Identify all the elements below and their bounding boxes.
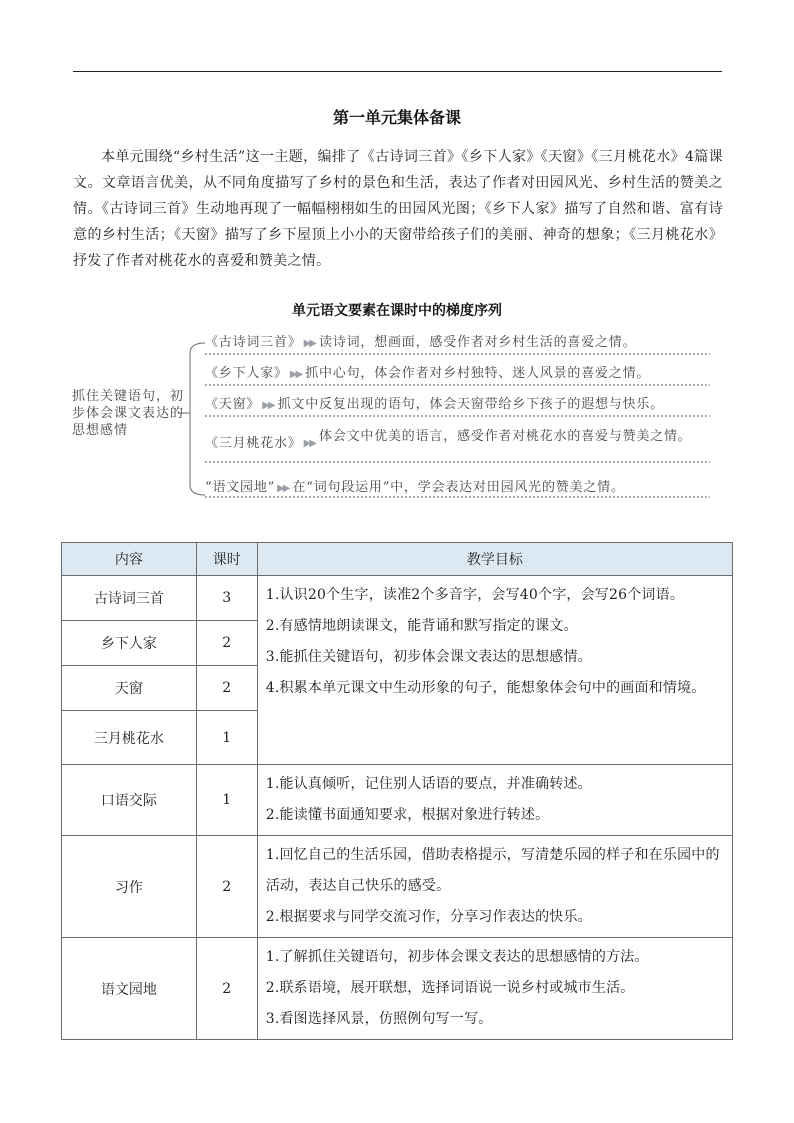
branch-book: 《三月桃花水》: [205, 436, 302, 451]
goal-item: 1.能认真倾听，记住别人话语的要点，并准确转述。: [265, 776, 592, 792]
diagram-title: 单元语文要素在课时中的梯度序列: [292, 303, 502, 319]
page-title: 第一单元集体备课: [332, 108, 461, 127]
intro-paragraph: 本单元围绕“乡村生活”这一主题，编排了《古诗词三首》《乡下人家》《天窗》《三月桃花水》4篇课文。文章语言优美，从不同角度描写了乡村的景色和生活，表达了作者对田园风光、乡村生活的赞美之情。《古诗词三首》生动地再现了一幅幅栩栩如生的田园风光图；《乡下人家》描写了自然和谐、富有诗意的乡村生活；《天窗》描写了乡下屋顶上小小的天窗带给孩子们的美丽、神奇的想象；《三月桃花水》抒发了作者对桃花水的喜爱和赞美之情。: [73, 149, 723, 269]
header-goals: 教学目标: [257, 543, 732, 576]
goal-item: 1.回忆自己的生活乐园，借助表格提示，写清楚乐园的样子和在乐园中的活动，表达自己快乐的感受。: [265, 847, 720, 894]
arrow-icon: ▶▶: [303, 438, 315, 449]
lesson-name: 语文园地: [62, 938, 197, 1040]
lesson-name: 习作: [62, 836, 197, 938]
goal-item: 2.联系语境，展开联想，选择词语说一说乡村或城市生活。: [265, 980, 635, 996]
lesson-name: 天窗: [62, 666, 197, 711]
branch-item: [205, 335, 710, 351]
branch-item: [205, 430, 710, 451]
arrow-icon: ▶▶: [277, 483, 289, 494]
lesson-hours: 3: [196, 576, 257, 621]
arrow-icon: ▶▶: [303, 338, 315, 349]
table-row: [62, 938, 733, 1040]
branch-desc: 抓文中反复出现的语句，体会天窗带给乡下孩子的遐想与快乐。: [277, 397, 664, 412]
lesson-hours: 2: [196, 666, 257, 711]
arrow-icon: ▶▶: [262, 400, 274, 411]
lesson-name: 古诗词三首: [62, 576, 197, 621]
goal-item: 1.了解抓住关键语句，初步体会课文表达的思想感情的方法。: [265, 949, 649, 965]
branch-desc: 抓中心句，体会作者对乡村独特、迷人风景的喜爱之情。: [305, 366, 651, 381]
goals-cell: [257, 765, 732, 836]
branch-book: 《乡下人家》: [205, 366, 288, 381]
table-header-row: [62, 543, 733, 576]
table-row: [62, 765, 733, 836]
lesson-hours: 1: [196, 711, 257, 765]
branch-desc: 体会文中优美的语言，感受作者对桃花水的喜爱与赞美之情。: [319, 429, 692, 444]
goal-item: 2.有感情地朗读课文，能背诵和默写指定的课文。: [265, 618, 578, 634]
header-hours: 课时: [196, 543, 257, 576]
goal-item: 2.能读懂书面通知要求，根据对象进行转述。: [265, 807, 550, 823]
goal-item: 3.能抓住关键语句，初步体会课文表达的思想感情。: [265, 649, 592, 665]
lesson-hours: 2: [196, 836, 257, 938]
goal-item: 2.根据要求与同学交流习作，分享习作表达的快乐。: [265, 909, 592, 925]
goal-item: 1.认识20个生字，读准2个多音字，会写40个字，会写26个词语。: [265, 587, 685, 603]
goal-item: 3.看图选择风景，仿照例句写一写。: [265, 1011, 493, 1027]
branch-book: 《天窗》: [205, 397, 261, 412]
goal-item: 4.积累本单元课文中生动形象的句子，能想象体会句中的画面和情境。: [265, 680, 706, 696]
branch-book: “语文园地”: [205, 480, 276, 495]
lesson-hours: 2: [196, 938, 257, 1040]
goals-cell: [257, 938, 732, 1040]
diagram-root-label: 抓住关键语句，初步体会课文表达的思想感情: [72, 389, 185, 438]
lesson-name: 口语交际: [62, 765, 197, 836]
goals-cell: [257, 836, 732, 938]
branch-book: 《古诗词三首》: [205, 335, 302, 350]
goals-cell: [257, 576, 732, 765]
lesson-hours: 2: [196, 621, 257, 666]
teaching-goals-table: [61, 542, 733, 1040]
branch-desc: 读诗词，想画面，感受作者对乡村生活的喜爱之情。: [319, 335, 637, 350]
arrow-icon: ▶▶: [289, 369, 302, 380]
lesson-name: 乡下人家: [62, 621, 197, 666]
table-row: [62, 836, 733, 938]
branch-item: [205, 366, 710, 382]
header-content: 内容: [62, 543, 197, 576]
branch-desc: 在“词句段运用”中，学会表达对田园风光的赞美之情。: [292, 480, 625, 495]
branch-item: [205, 397, 710, 413]
lesson-hours: 1: [196, 765, 257, 836]
lesson-name: 三月桃花水: [62, 711, 197, 765]
branch-item: [205, 480, 710, 496]
table-row: [62, 576, 733, 621]
